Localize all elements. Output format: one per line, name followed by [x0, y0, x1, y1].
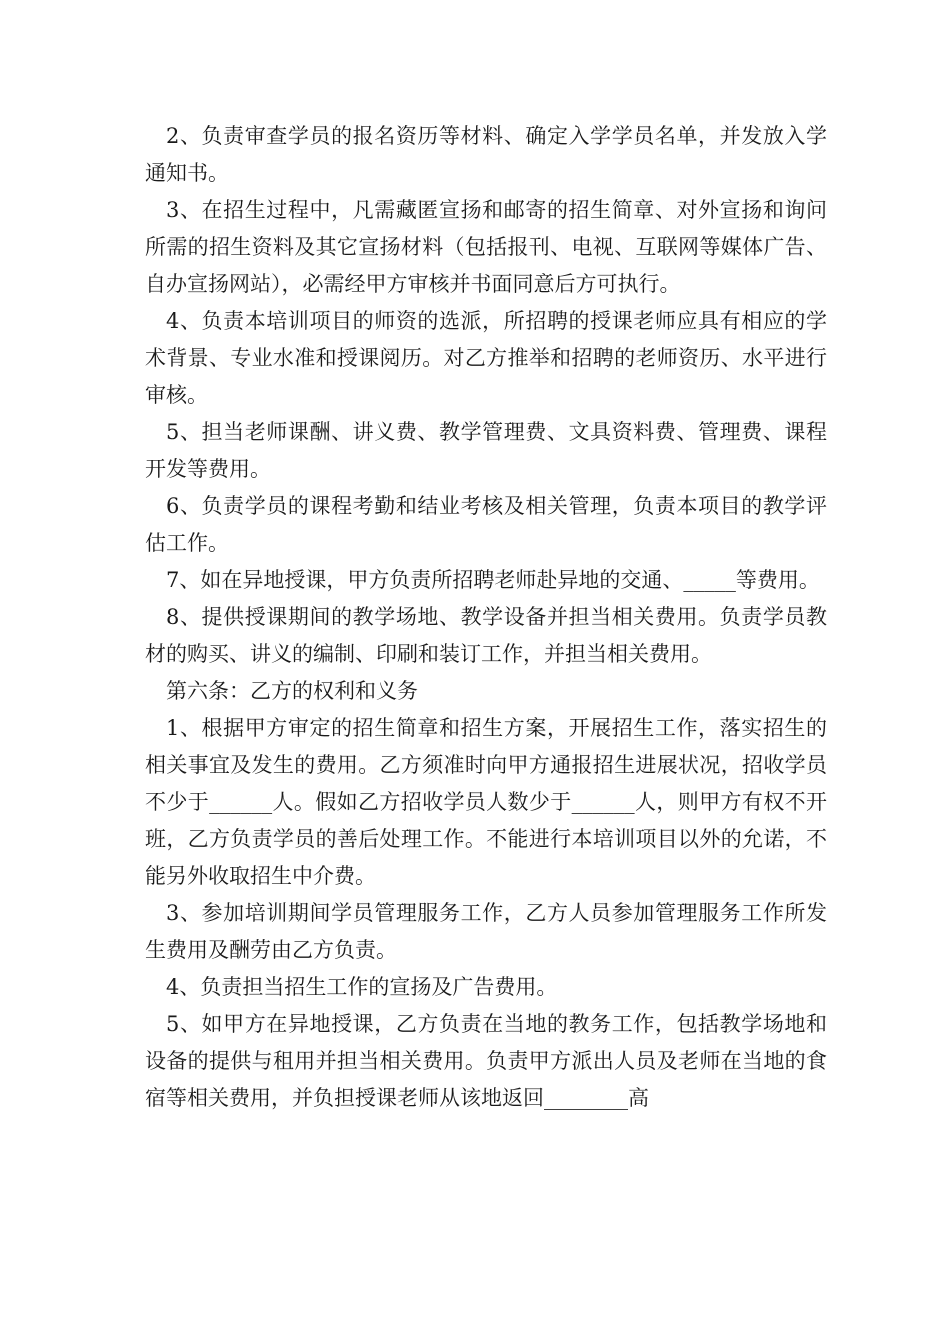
- paragraph-item-5: 5、担当老师课酬、讲义费、教学管理费、文具资料费、管理费、课程开发等费用。: [145, 420, 827, 481]
- document-body: [145, 118, 827, 1117]
- paragraph-item-7: 7、如在异地授课，甲方负责所招聘老师赴异地的交通、_____等费用。: [166, 568, 820, 592]
- paragraph-item-4: 4、负责本培训项目的师资的选派，所招聘的授课老师应具有相应的学术背景、专业水准和授课阅历。对乙方推举和招聘的老师资历、水平进行审核。: [145, 309, 827, 407]
- paragraph-party-b-item-5: 5、如甲方在异地授课，乙方负责在当地的教务工作，包括教学场地和设备的提供与租用并担当相关费用。负责甲方派出人员及老师在当地的食宿等相关费用，并负担授课老师从该地返回________高: [145, 1012, 827, 1110]
- paragraph-item-2: 2、负责审查学员的报名资历等材料、确定入学学员名单，并发放入学通知书。: [145, 124, 827, 185]
- paragraph-item-8: 8、提供授课期间的教学场地、教学设备并担当相关费用。负责学员教材的购买、讲义的编制、印刷和装订工作，并担当相关费用。: [145, 605, 827, 666]
- section-heading-article-6: 第六条：乙方的权利和义务: [166, 679, 418, 703]
- paragraph-item-3: 3、在招生过程中，凡需藏匿宣扬和邮寄的招生简章、对外宣扬和询问所需的招生资料及其它宣扬材料（包括报刊、电视、互联网等媒体广告、自办宣扬网站），必需经甲方审核并书面同意后方可执行。: [145, 198, 827, 296]
- paragraph-item-6: 6、负责学员的课程考勤和结业考核及相关管理，负责本项目的教学评估工作。: [145, 494, 827, 555]
- paragraph-party-b-item-3: 3、参加培训期间学员管理服务工作，乙方人员参加管理服务工作所发生费用及酬劳由乙方负责。: [145, 901, 827, 962]
- paragraph-party-b-item-1: 1、根据甲方审定的招生简章和招生方案，开展招生工作，落实招生的相关事宜及发生的费用。乙方须准时向甲方通报招生进展状况，招收学员不少于______人。假如乙方招收学员人数少于______人，则甲方有权不开班，乙方负责学员的善后处理工作。不能进行本培训项目以外的允诺，不能另外收取招生中介费。: [145, 716, 827, 888]
- paragraph-party-b-item-4: 4、负责担当招生工作的宣扬及广告费用。: [166, 975, 558, 999]
